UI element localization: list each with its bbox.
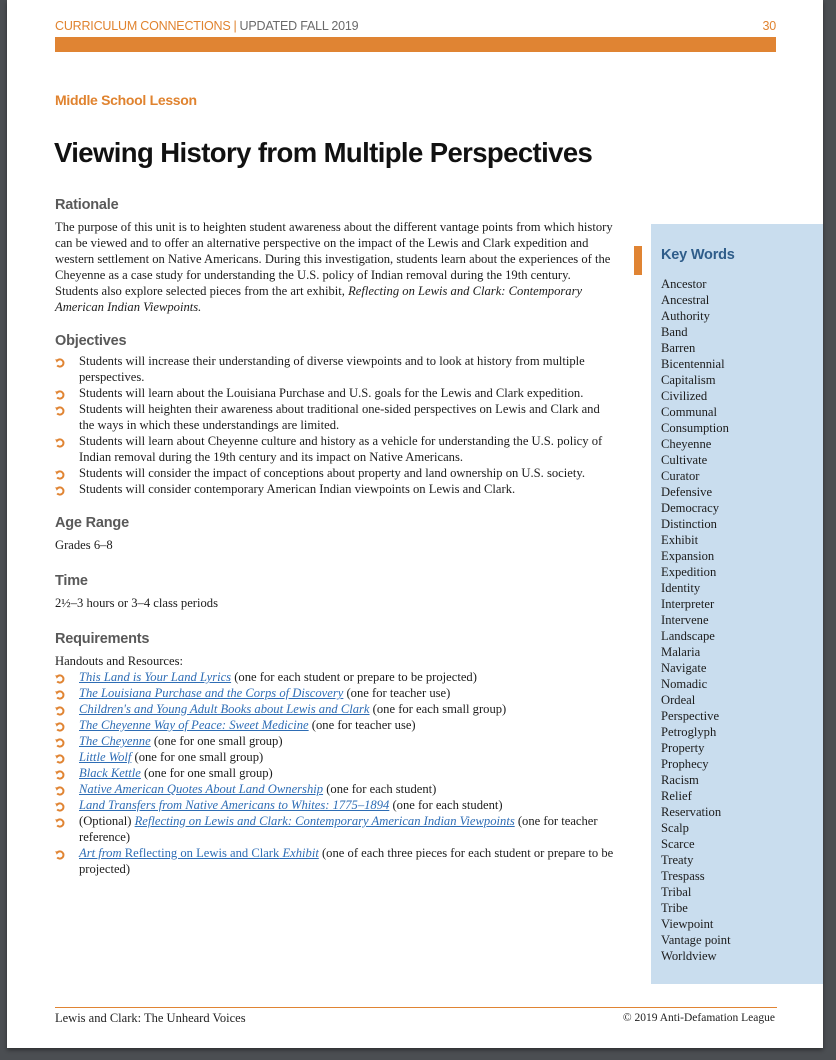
objective-item xyxy=(55,465,615,481)
key-words-sidebar xyxy=(651,224,823,984)
key-word: Ordeal xyxy=(661,693,696,707)
footer-copyright: © 2019 Anti-Defamation League xyxy=(622,1012,775,1024)
handout-link[interactable]: Children's and Young Adult Books about Lewis and Clark xyxy=(79,702,370,716)
requirements-intro: Handouts and Resources: xyxy=(55,654,184,668)
objective-item xyxy=(55,433,615,465)
requirements-heading: Requirements xyxy=(55,631,150,647)
key-word: Intervene xyxy=(661,613,709,627)
requirement-item xyxy=(55,781,615,797)
key-word: Tribe xyxy=(661,901,688,915)
requirement-note: (one for teacher use) xyxy=(308,718,416,732)
key-word: Nomadic xyxy=(661,677,708,691)
age-range-value: Grades 6–8 xyxy=(55,538,113,552)
objective-item xyxy=(55,353,615,385)
key-word: Treaty xyxy=(661,853,694,867)
arrow-bullet-icon xyxy=(55,720,65,730)
handout-link[interactable]: The Cheyenne Way of Peace: Sweet Medicine xyxy=(79,718,309,732)
requirement-note: (one for one small group) xyxy=(150,734,283,748)
key-word: Expedition xyxy=(661,565,717,579)
requirement-item xyxy=(55,669,615,685)
requirement-item xyxy=(55,733,615,749)
objective-item xyxy=(55,481,615,497)
arrow-bullet-icon xyxy=(55,768,65,778)
key-word: Communal xyxy=(661,405,717,419)
key-word: Malaria xyxy=(661,645,701,659)
link-part: Exhibit xyxy=(279,846,319,860)
requirement-prefix: (Optional) xyxy=(79,814,135,828)
key-word: Tribal xyxy=(661,885,692,899)
time-section xyxy=(55,573,615,611)
key-word: Cheyenne xyxy=(661,437,712,451)
key-word: Distinction xyxy=(661,517,717,531)
arrow-bullet-icon xyxy=(55,704,65,714)
key-word: Band xyxy=(661,325,688,339)
arrow-bullet-icon xyxy=(55,800,65,810)
requirement-note: (one of each three pieces for each student or prepare to be projected) xyxy=(79,846,614,876)
key-word: Exhibit xyxy=(661,533,699,547)
requirements-section xyxy=(55,631,615,877)
objective-item xyxy=(55,385,615,401)
time-value: 2½–3 hours or 3–4 class periods xyxy=(55,596,218,610)
objective-text: Students will consider contemporary American Indian viewpoints on Lewis and Clark. xyxy=(79,482,516,496)
requirement-note: (one for teacher reference) xyxy=(79,814,598,844)
requirement-note: (one for each student) xyxy=(389,798,503,812)
requirements-list xyxy=(55,669,615,877)
objectives-heading: Objectives xyxy=(55,333,127,349)
handout-link[interactable]: Black Kettle xyxy=(79,766,141,780)
objective-text: Students will increase their understanding of diverse viewpoints and to look at history from multiple perspectives. xyxy=(79,354,585,384)
handout-link[interactable]: Native American Quotes About Land Ownership xyxy=(79,782,324,796)
requirement-item xyxy=(55,685,615,701)
header-updated: UPDATED FALL 2019 xyxy=(239,19,359,33)
lesson-level: Middle School Lesson xyxy=(55,92,197,108)
exhibit-title: Reflecting on Lewis and Clark: Contemporary American Indian Viewpoints. xyxy=(55,284,583,314)
age-range-heading: Age Range xyxy=(55,515,129,531)
rationale-section xyxy=(55,197,615,315)
key-word: Petroglyph xyxy=(661,725,717,739)
arrow-bullet-icon xyxy=(55,736,65,746)
footer-title: Lewis and Clark: The Unheard Voices xyxy=(55,1011,246,1025)
key-word: Scarce xyxy=(661,837,695,851)
rationale-body: The purpose of this unit is to heighten student awareness about the different vantage points from which history can be viewed and to offer an alternative perspective on the impact of the Lewis and Clark expedition and western settlement on Native Americans. During this investigation, students learn about the experiences of the Cheyenne as a case study for understanding the U.S. policy of Indian removal during the 19th century. Students also explore selected pieces from the art exhibit, xyxy=(55,220,613,298)
arrow-bullet-icon xyxy=(55,356,65,366)
objective-item xyxy=(55,401,615,433)
objective-text: Students will learn about the Louisiana Purchase and U.S. goals for the Lewis and Clark expedition. xyxy=(79,386,584,400)
handout-link[interactable]: This Land is Your Land Lyrics xyxy=(79,670,232,684)
handout-link-art-exhibit[interactable] xyxy=(79,846,319,860)
requirement-note: (one for each student or prepare to be projected) xyxy=(231,670,477,684)
key-word: Worldview xyxy=(661,949,717,963)
key-word: Trespass xyxy=(661,869,705,883)
key-word: Interpreter xyxy=(661,597,715,611)
arrow-bullet-icon xyxy=(55,784,65,794)
key-word: Property xyxy=(661,741,705,755)
requirement-item xyxy=(55,701,615,717)
key-word: Racism xyxy=(661,773,699,787)
key-word: Perspective xyxy=(661,709,720,723)
key-word: Consumption xyxy=(661,421,729,435)
key-words-list xyxy=(661,276,731,964)
arrow-bullet-icon xyxy=(55,436,65,446)
objective-text: Students will learn about Cheyenne culture and history as a vehicle for understanding the U.S. policy of Indian removal during the 19th century and its impact on Native Americans. xyxy=(79,434,603,464)
key-words-heading: Key Words xyxy=(661,247,735,263)
age-range-section xyxy=(55,515,615,553)
requirement-note: (one for each student) xyxy=(323,782,437,796)
arrow-bullet-icon xyxy=(55,816,65,826)
handout-link[interactable]: Reflecting on Lewis and Clark: Contemporary American Indian Viewpoints xyxy=(134,814,515,828)
key-word: Relief xyxy=(661,789,692,803)
key-word: Viewpoint xyxy=(661,917,714,931)
requirement-item xyxy=(55,813,615,845)
key-word: Authority xyxy=(661,309,710,323)
key-word: Scalp xyxy=(661,821,689,835)
key-word: Capitalism xyxy=(661,373,716,387)
rationale-heading: Rationale xyxy=(55,197,119,213)
key-word: Vantage point xyxy=(661,933,731,947)
arrow-bullet-icon xyxy=(55,688,65,698)
key-word: Expansion xyxy=(661,549,715,563)
arrow-bullet-icon xyxy=(55,848,65,858)
objective-text: Students will heighten their awareness about traditional one-sided perspectives on Lewis and Clark and the ways in which these understandings are limited. xyxy=(79,402,600,432)
requirement-note: (one for one small group) xyxy=(140,766,273,780)
objectives-list xyxy=(55,353,615,497)
handout-link[interactable]: The Louisiana Purchase and the Corps of Discovery xyxy=(79,686,344,700)
requirement-item xyxy=(55,717,615,733)
requirement-item xyxy=(55,845,615,877)
rationale-text xyxy=(55,219,615,315)
key-word: Landscape xyxy=(661,629,715,643)
arrow-bullet-icon xyxy=(55,484,65,494)
key-word: Civilized xyxy=(661,389,708,403)
key-word: Curator xyxy=(661,469,700,483)
requirement-note: (one for teacher use) xyxy=(343,686,451,700)
footer-rule xyxy=(55,1007,777,1008)
handout-link[interactable]: The Cheyenne xyxy=(79,734,151,748)
arrow-bullet-icon xyxy=(55,404,65,414)
key-word: Identity xyxy=(661,581,701,595)
handout-link[interactable]: Land Transfers from Native Americans to Whites: 1775–1894 xyxy=(79,798,390,812)
arrow-bullet-icon xyxy=(55,752,65,762)
objective-text: Students will consider the impact of conceptions about property and land ownership on U.S. society. xyxy=(79,466,585,480)
page-title: Viewing History from Multiple Perspectives xyxy=(54,137,593,168)
key-word: Navigate xyxy=(661,661,707,675)
key-word: Defensive xyxy=(661,485,713,499)
header-bar xyxy=(55,37,776,52)
arrow-bullet-icon xyxy=(55,388,65,398)
requirement-item xyxy=(55,797,615,813)
key-word: Ancestor xyxy=(661,277,707,291)
key-word: Prophecy xyxy=(661,757,709,771)
header-series: CURRICULUM CONNECTIONS xyxy=(55,19,231,33)
requirement-note: (one for each small group) xyxy=(369,702,507,716)
key-word: Cultivate xyxy=(661,453,708,467)
key-word: Barren xyxy=(661,341,696,355)
key-words-accent xyxy=(634,246,642,275)
main-content xyxy=(55,197,615,877)
header-separator: | xyxy=(233,19,237,33)
objectives-section xyxy=(55,333,615,497)
requirement-note: (one for one small group) xyxy=(131,750,264,764)
key-word: Ancestral xyxy=(661,293,710,307)
link-part: Art from xyxy=(79,846,125,860)
key-word: Democracy xyxy=(661,501,720,515)
time-heading: Time xyxy=(55,573,88,589)
arrow-bullet-icon xyxy=(55,672,65,682)
requirement-item xyxy=(55,765,615,781)
arrow-bullet-icon xyxy=(55,468,65,478)
link-part-upright: Reflecting on Lewis and Clark xyxy=(124,846,280,860)
page-number: 30 xyxy=(762,19,776,33)
key-word: Reservation xyxy=(661,805,722,819)
running-header xyxy=(55,19,776,35)
handout-link[interactable]: Little Wolf xyxy=(79,750,132,764)
requirement-item xyxy=(55,749,615,765)
document-page xyxy=(7,0,823,1048)
key-word: Bicentennial xyxy=(661,357,725,371)
